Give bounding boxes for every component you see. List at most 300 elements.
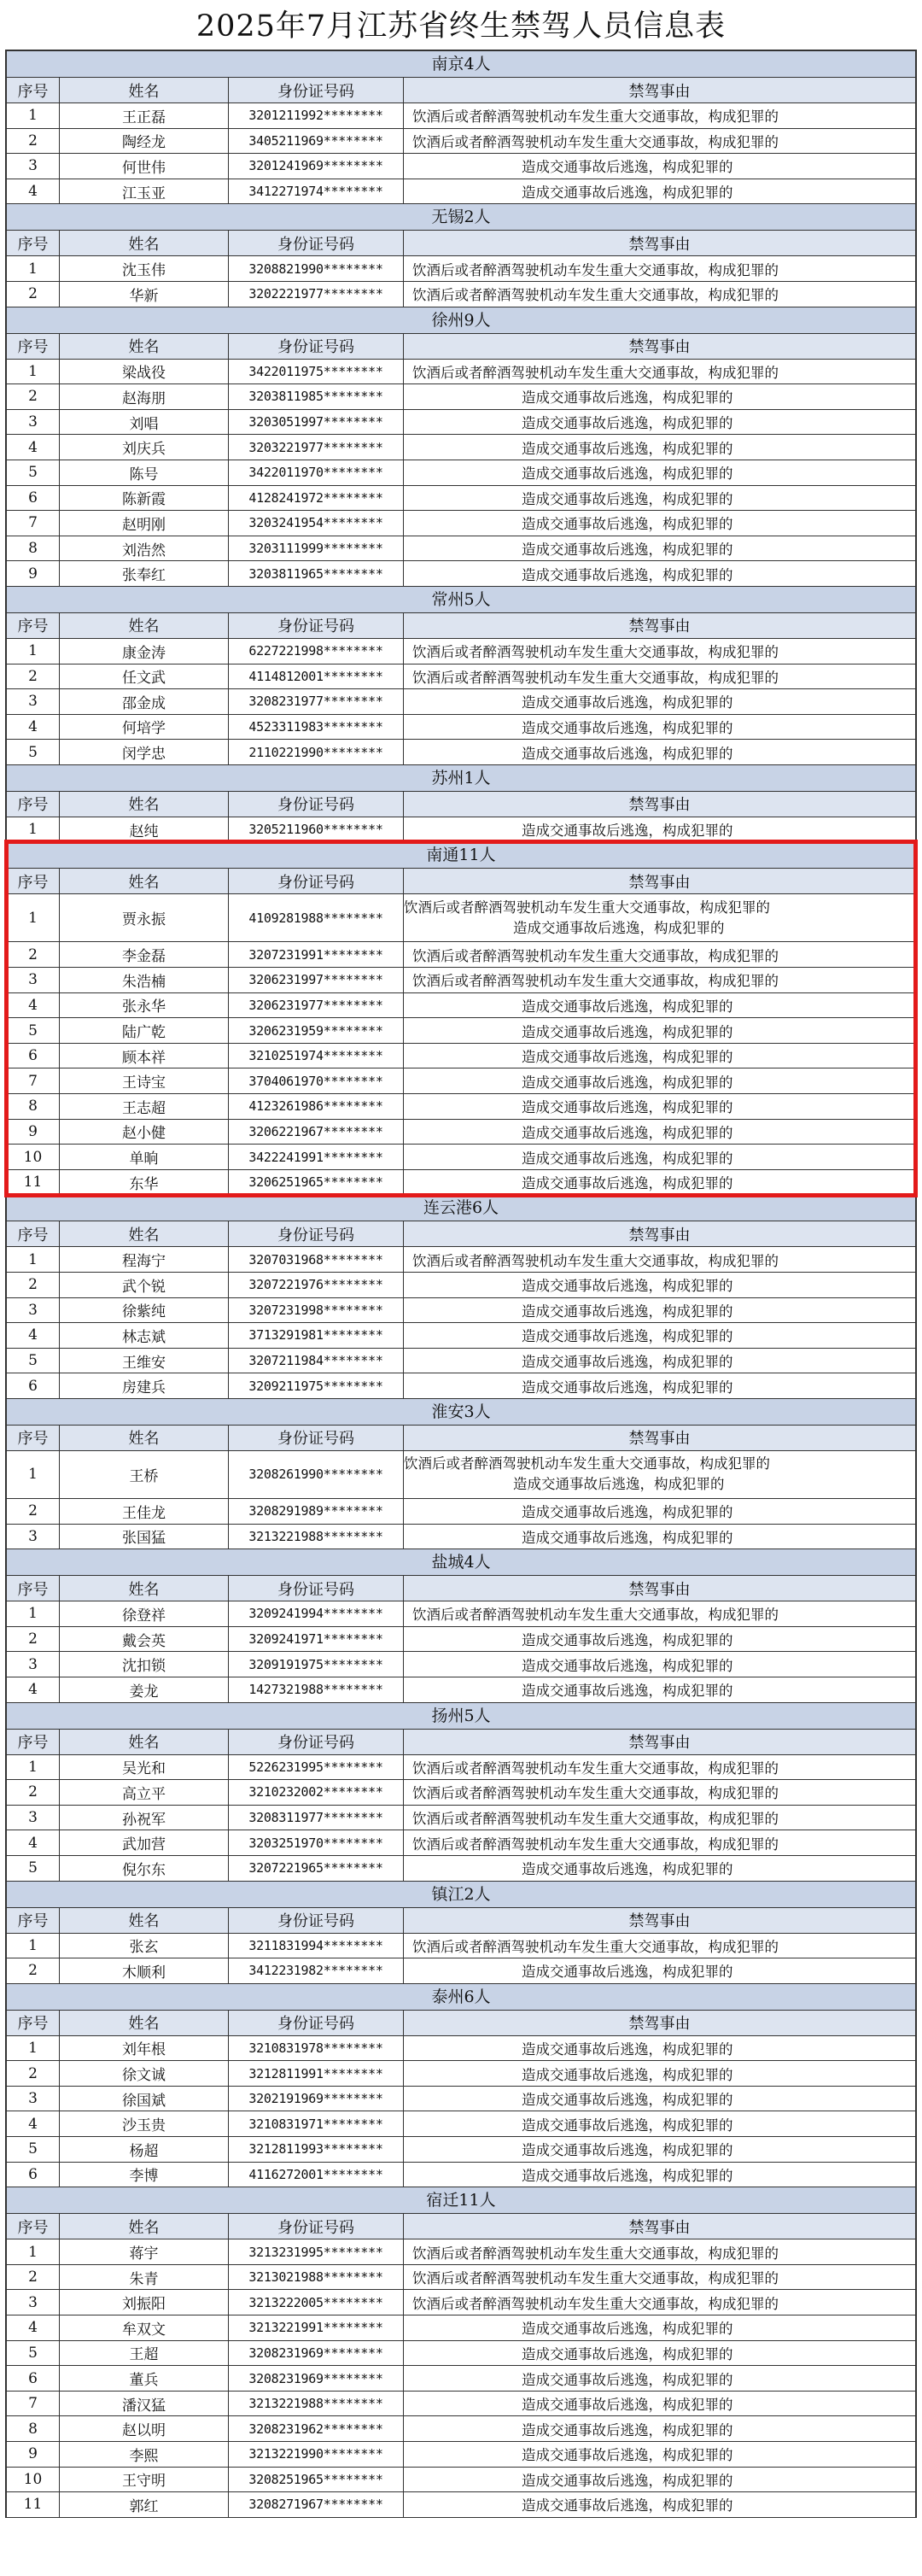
- header-no: 序号: [7, 1221, 60, 1246]
- person-name: 赵明刚: [60, 511, 229, 536]
- city-heading: 宿迁11人: [7, 2187, 915, 2214]
- row-number: 1: [7, 103, 60, 128]
- ban-reason: 造成交通事故后逃逸，构成犯罪的: [522, 2116, 733, 2134]
- row-number: 2: [7, 129, 60, 154]
- header-id: 身份证号码: [229, 334, 404, 359]
- ban-reason: 造成交通事故后逃逸，构成犯罪的: [522, 2421, 733, 2438]
- id-number: 3412271974********: [229, 179, 404, 204]
- table-row: [7, 435, 915, 460]
- person-name: 武加营: [60, 1830, 229, 1855]
- person-name: 东华: [60, 1170, 229, 1195]
- table-row: [7, 282, 915, 307]
- table-row: [7, 2492, 915, 2518]
- person-name: 沈扣锁: [60, 1652, 229, 1677]
- table-row: [7, 1958, 915, 1984]
- row-number: 1: [7, 1247, 60, 1272]
- city-section: [7, 1195, 915, 1399]
- row-number: 1: [7, 1601, 60, 1626]
- id-number: 4114812001********: [229, 664, 404, 689]
- header-reason: 禁驾事由: [628, 618, 691, 636]
- row-number: 2: [7, 1958, 60, 1983]
- person-name: 贾永振: [60, 894, 229, 941]
- person-name: 倪尔东: [60, 1856, 229, 1881]
- id-number: 3422011970********: [229, 460, 404, 485]
- person-name: 邵金成: [60, 689, 229, 714]
- id-number: 3207211984********: [229, 1349, 404, 1373]
- header-reason: 禁驾事由: [628, 1734, 691, 1753]
- table-row: [7, 2087, 915, 2112]
- header-id: 身份证号码: [229, 1576, 404, 1601]
- row-number: 7: [7, 511, 60, 536]
- ban-reason: 饮酒后或者醉酒驾驶机动车发生重大交通事故，构成犯罪的: [412, 2270, 779, 2287]
- header-name: 姓名: [60, 1221, 229, 1246]
- id-number: 3208231969********: [229, 2366, 404, 2391]
- table-row: [7, 1806, 915, 1831]
- row-number: 4: [7, 2315, 60, 2340]
- ban-reason: 造成交通事故后逃逸，构成犯罪的: [522, 159, 733, 176]
- ban-reason: 造成交通事故后逃逸，构成犯罪的: [522, 415, 733, 432]
- table-row: [7, 1094, 915, 1120]
- ban-reason-line2: 造成交通事故后逃逸，构成犯罪的: [513, 1476, 725, 1493]
- person-name: 李博: [60, 2163, 229, 2187]
- table-row: [7, 460, 915, 486]
- ban-reason: 造成交通事故后逃逸，构成犯罪的: [522, 823, 733, 840]
- table-row: [7, 1677, 915, 1703]
- ban-reason: 饮酒后或者醉酒驾驶机动车发生重大交通事故，构成犯罪的: [412, 669, 779, 686]
- table-header-row: [7, 1221, 915, 1247]
- person-name: 刘庆兵: [60, 435, 229, 460]
- table-row: [7, 1120, 915, 1145]
- table-row: [7, 2239, 915, 2265]
- row-number: 5: [7, 1349, 60, 1373]
- ban-reason: 造成交通事故后逃逸，构成犯罪的: [522, 1074, 733, 1091]
- id-number: 3422011975********: [229, 360, 404, 384]
- ban-reason-line1: 饮酒后或者醉酒驾驶机动车发生重大交通事故，构成犯罪的: [404, 899, 770, 916]
- person-name: 朱青: [60, 2265, 229, 2290]
- ban-reason: 饮酒后或者醉酒驾驶机动车发生重大交通事故，构成犯罪的: [412, 261, 779, 278]
- row-number: 3: [7, 968, 60, 992]
- row-number: 1: [7, 894, 60, 941]
- ban-reason: 造成交通事故后逃逸，构成犯罪的: [522, 389, 733, 407]
- header-reason: 禁驾事由: [628, 235, 691, 254]
- person-name: 张奉红: [60, 561, 229, 586]
- ban-reason: 造成交通事故后逃逸，构成犯罪的: [522, 2040, 733, 2058]
- table-row: [7, 2290, 915, 2315]
- header-id: 身份证号码: [229, 78, 404, 102]
- table-header-row: [7, 231, 915, 256]
- row-number: 7: [7, 1068, 60, 1093]
- row-number: 2: [7, 1627, 60, 1652]
- city-heading: 苏州1人: [7, 765, 915, 792]
- id-number: 3208271967********: [229, 2492, 404, 2517]
- person-name: 郭红: [60, 2492, 229, 2517]
- id-number: 3208231962********: [229, 2416, 404, 2441]
- row-number: 1: [7, 639, 60, 664]
- person-name: 陈新霞: [60, 486, 229, 511]
- ban-reason: 造成交通事故后逃逸，构成犯罪的: [522, 1632, 733, 1649]
- ban-reason: 饮酒后或者醉酒驾驶机动车发生重大交通事故，构成犯罪的: [412, 2245, 779, 2262]
- table-header-row: [7, 1908, 915, 1934]
- person-name: 王正磊: [60, 103, 229, 128]
- person-name: 沙玉贵: [60, 2111, 229, 2136]
- row-number: 2: [7, 384, 60, 409]
- ban-reason: [404, 1451, 915, 1498]
- person-name: 华新: [60, 282, 229, 307]
- city-section: [7, 1399, 915, 1549]
- header-reason: 禁驾事由: [628, 2015, 691, 2034]
- ban-reason: 造成交通事故后逃逸，构成犯罪的: [522, 1683, 733, 1700]
- ban-reason: 造成交通事故后逃逸，构成犯罪的: [522, 2497, 733, 2515]
- person-name: 陈号: [60, 460, 229, 485]
- row-number: 3: [7, 689, 60, 714]
- table-row: [7, 968, 915, 993]
- table-row: [7, 894, 915, 942]
- table-row: [7, 1373, 915, 1399]
- ban-reason: 造成交通事故后逃逸，构成犯罪的: [522, 2472, 733, 2489]
- table-header-row: [7, 2011, 915, 2036]
- table-row: [7, 1068, 915, 1094]
- person-name: 武个锐: [60, 1273, 229, 1297]
- id-number: 3203811965********: [229, 561, 404, 586]
- ban-reason: 造成交通事故后逃逸，构成犯罪的: [522, 490, 733, 507]
- row-number: 9: [7, 2442, 60, 2467]
- ban-reason: 饮酒后或者醉酒驾驶机动车发生重大交通事故，构成犯罪的: [412, 2295, 779, 2312]
- person-name: 顾本祥: [60, 1044, 229, 1068]
- row-number: 2: [7, 942, 60, 967]
- row-number: 1: [7, 1755, 60, 1780]
- table-row: [7, 942, 915, 968]
- table-row: [7, 360, 915, 385]
- header-name: 姓名: [60, 613, 229, 638]
- row-number: 1: [7, 360, 60, 384]
- ban-reason: 饮酒后或者醉酒驾驶机动车发生重大交通事故，构成犯罪的: [412, 364, 779, 381]
- table-row: [7, 993, 915, 1019]
- header-name: 姓名: [60, 2011, 229, 2035]
- ban-reason: 饮酒后或者醉酒驾驶机动车发生重大交通事故，构成犯罪的: [412, 1252, 779, 1269]
- ban-reason: 饮酒后或者醉酒驾驶机动车发生重大交通事故，构成犯罪的: [412, 644, 779, 661]
- ban-reason: 造成交通事故后逃逸，构成犯罪的: [522, 2321, 733, 2338]
- row-number: 6: [7, 2163, 60, 2187]
- header-reason: 禁驾事由: [628, 873, 691, 892]
- header-name: 姓名: [60, 792, 229, 817]
- ban-reason: 造成交通事故后逃逸，构成犯罪的: [522, 1964, 733, 1981]
- id-number: 3422241991********: [229, 1145, 404, 1169]
- row-number: 10: [7, 2468, 60, 2492]
- table-row: [7, 2111, 915, 2137]
- id-number: 3207231998********: [229, 1298, 404, 1323]
- row-number: 4: [7, 179, 60, 204]
- header-reason: 禁驾事由: [628, 796, 691, 815]
- row-number: 10: [7, 1145, 60, 1169]
- table-row: [7, 1934, 915, 1959]
- ban-reason: 造成交通事故后逃逸，构成犯罪的: [522, 440, 733, 457]
- ban-reason: 造成交通事故后逃逸，构成犯罪的: [522, 184, 733, 202]
- table-row: [7, 1273, 915, 1298]
- city-heading: 泰州6人: [7, 1984, 915, 2011]
- id-number: 3203051997********: [229, 410, 404, 435]
- person-name: 孙祝军: [60, 1806, 229, 1830]
- person-name: 王维安: [60, 1349, 229, 1373]
- city-section: [7, 51, 915, 204]
- row-number: 6: [7, 1373, 60, 1398]
- person-name: 王守明: [60, 2468, 229, 2492]
- table-row: [7, 511, 915, 536]
- row-number: 6: [7, 1044, 60, 1068]
- city-heading: 盐城4人: [7, 1549, 915, 1576]
- table-row: [7, 1755, 915, 1781]
- ban-reason: 造成交通事故后逃逸，构成犯罪的: [522, 1303, 733, 1320]
- table-row: [7, 256, 915, 282]
- id-number: 3206221967********: [229, 1120, 404, 1145]
- row-number: 1: [7, 1934, 60, 1958]
- header-name: 姓名: [60, 1908, 229, 1933]
- row-number: 5: [7, 2341, 60, 2366]
- person-name: 高立平: [60, 1780, 229, 1805]
- ban-reason: 造成交通事故后逃逸，构成犯罪的: [522, 2092, 733, 2109]
- ban-reason: 造成交通事故后逃逸，构成犯罪的: [522, 542, 733, 559]
- row-number: 11: [7, 2492, 60, 2517]
- person-name: 赵纯: [60, 817, 229, 842]
- person-name: 沈玉伟: [60, 256, 229, 281]
- id-number: 3207031968********: [229, 1247, 404, 1272]
- ban-reason: 饮酒后或者醉酒驾驶机动车发生重大交通事故，构成犯罪的: [412, 133, 779, 150]
- table-row: [7, 486, 915, 512]
- id-number: 3203241954********: [229, 511, 404, 536]
- person-name: 杨超: [60, 2137, 229, 2162]
- header-no: 序号: [7, 2214, 60, 2239]
- table-row: [7, 2163, 915, 2188]
- row-number: 11: [7, 1170, 60, 1195]
- row-number: 3: [7, 154, 60, 179]
- city-heading: 常州5人: [7, 587, 915, 613]
- row-number: 4: [7, 435, 60, 460]
- id-number: 3213222005********: [229, 2290, 404, 2315]
- person-name: 潘汉猛: [60, 2392, 229, 2416]
- table-row: [7, 1298, 915, 1324]
- id-number: 5226231995********: [229, 1755, 404, 1780]
- ban-reason: 造成交通事故后逃逸，构成犯罪的: [522, 2397, 733, 2414]
- person-name: 陶经龙: [60, 129, 229, 154]
- table-header-row: [7, 613, 915, 639]
- city-section: [7, 842, 915, 1195]
- ban-reason: 造成交通事故后逃逸，构成犯罪的: [522, 1861, 733, 1878]
- table-row: [7, 1601, 915, 1627]
- person-name: 徐文诚: [60, 2061, 229, 2086]
- table-row: [7, 1145, 915, 1170]
- ban-reason: 造成交通事故后逃逸，构成犯罪的: [522, 2371, 733, 2388]
- row-number: 1: [7, 2239, 60, 2264]
- row-number: 1: [7, 2036, 60, 2061]
- city-section: [7, 587, 915, 765]
- ban-reason: 饮酒后或者醉酒驾驶机动车发生重大交通事故，构成犯罪的: [412, 1938, 779, 1955]
- ban-reason: 造成交通事故后逃逸，构成犯罪的: [522, 1099, 733, 1116]
- table-row: [7, 1830, 915, 1856]
- city-heading: 南京4人: [7, 51, 915, 78]
- table-row: [7, 154, 915, 179]
- row-number: 4: [7, 2111, 60, 2136]
- header-reason: 禁驾事由: [628, 1580, 691, 1599]
- id-number: 3203221977********: [229, 435, 404, 460]
- id-number: 3207221965********: [229, 1856, 404, 1881]
- row-number: 5: [7, 1018, 60, 1043]
- id-number: 3203251970********: [229, 1830, 404, 1855]
- header-name: 姓名: [60, 334, 229, 359]
- table-row: [7, 1170, 915, 1196]
- ban-reason: 造成交通事故后逃逸，构成犯罪的: [522, 745, 733, 762]
- id-number: 3201241969********: [229, 154, 404, 179]
- person-name: 王超: [60, 2341, 229, 2366]
- table-row: [7, 103, 915, 129]
- header-reason: 禁驾事由: [628, 1912, 691, 1930]
- ban-reason: 造成交通事故后逃逸，构成犯罪的: [522, 1328, 733, 1345]
- id-number: 3207221976********: [229, 1273, 404, 1297]
- id-number: 3202191969********: [229, 2087, 404, 2111]
- table-row: [7, 384, 915, 410]
- id-number: 3209241971********: [229, 1627, 404, 1652]
- table-row: [7, 179, 915, 205]
- header-id: 身份证号码: [229, 2011, 404, 2035]
- person-name: 赵小健: [60, 1120, 229, 1145]
- person-name: 徐国斌: [60, 2087, 229, 2111]
- person-name: 赵海朋: [60, 384, 229, 409]
- person-name: 闵学忠: [60, 740, 229, 764]
- table-row: [7, 1451, 915, 1499]
- row-number: 3: [7, 1652, 60, 1677]
- person-name: 李金磊: [60, 942, 229, 967]
- person-name: 程海宁: [60, 1247, 229, 1272]
- table-row: [7, 1349, 915, 1374]
- person-name: 单晌: [60, 1145, 229, 1169]
- person-name: 赵以明: [60, 2416, 229, 2441]
- id-number: 3212811991********: [229, 2061, 404, 2086]
- id-number: 3210831978********: [229, 2036, 404, 2061]
- ban-reason: 饮酒后或者醉酒驾驶机动车发生重大交通事故，构成犯罪的: [412, 108, 779, 126]
- table-header-row: [7, 869, 915, 894]
- header-reason: 禁驾事由: [628, 2218, 691, 2237]
- id-number: 3205211960********: [229, 817, 404, 842]
- ban-reason: 造成交通事故后逃逸，构成犯罪的: [522, 2447, 733, 2464]
- ban-reason: 造成交通事故后逃逸，构成犯罪的: [522, 1023, 733, 1040]
- header-no: 序号: [7, 1908, 60, 1933]
- ban-reason: [404, 894, 915, 941]
- table-header-row: [7, 2214, 915, 2239]
- header-no: 序号: [7, 1576, 60, 1601]
- header-name: 姓名: [60, 78, 229, 102]
- header-no: 序号: [7, 78, 60, 102]
- ban-reason: 饮酒后或者醉酒驾驶机动车发生重大交通事故，构成犯罪的: [412, 947, 779, 964]
- table-row: [7, 715, 915, 741]
- id-number: 1427321988********: [229, 1677, 404, 1702]
- person-name: 江玉亚: [60, 179, 229, 204]
- header-no: 序号: [7, 231, 60, 255]
- header-name: 姓名: [60, 231, 229, 255]
- person-name: 刘年根: [60, 2036, 229, 2061]
- id-number: 3206251965********: [229, 1170, 404, 1195]
- table-row: [7, 2366, 915, 2392]
- row-number: 8: [7, 2416, 60, 2441]
- person-name: 董兵: [60, 2366, 229, 2391]
- table-row: [7, 2036, 915, 2062]
- person-name: 蒋宇: [60, 2239, 229, 2264]
- id-number: 4116272001********: [229, 2163, 404, 2187]
- person-name: 徐紫纯: [60, 1298, 229, 1323]
- table-row: [7, 129, 915, 155]
- header-no: 序号: [7, 2011, 60, 2035]
- ban-reason: 饮酒后或者醉酒驾驶机动车发生重大交通事故，构成犯罪的: [412, 1607, 779, 1624]
- row-number: 6: [7, 2366, 60, 2391]
- person-name: 王桥: [60, 1451, 229, 1498]
- ban-reason: 造成交通事故后逃逸，构成犯罪的: [522, 465, 733, 483]
- row-number: 2: [7, 1273, 60, 1297]
- row-number: 1: [7, 1451, 60, 1498]
- city-heading: 镇江2人: [7, 1882, 915, 1908]
- table-row: [7, 1525, 915, 1550]
- person-name: 李熙: [60, 2442, 229, 2467]
- id-number: 3213221988********: [229, 2392, 404, 2416]
- id-number: 3208291989********: [229, 1499, 404, 1524]
- header-no: 序号: [7, 792, 60, 817]
- city-heading: 南通11人: [7, 842, 915, 869]
- row-number: 3: [7, 1298, 60, 1323]
- row-number: 5: [7, 1856, 60, 1881]
- id-number: 3206231997********: [229, 968, 404, 992]
- ban-reason: 造成交通事故后逃逸，构成犯罪的: [522, 516, 733, 533]
- header-reason: 禁驾事由: [628, 1430, 691, 1449]
- header-reason: 禁驾事由: [628, 82, 691, 101]
- table-row: [7, 639, 915, 664]
- person-name: 朱浩楠: [60, 968, 229, 992]
- id-number: 3210232002********: [229, 1780, 404, 1805]
- id-number: 3211831994********: [229, 1934, 404, 1958]
- table-row: [7, 2442, 915, 2468]
- table-row: [7, 561, 915, 587]
- table-row: [7, 2315, 915, 2341]
- city-section: [7, 765, 915, 843]
- row-number: 2: [7, 2061, 60, 2086]
- header-name: 姓名: [60, 2214, 229, 2239]
- id-number: 3207231991********: [229, 942, 404, 967]
- ban-reason: 造成交通事故后逃逸，构成犯罪的: [522, 998, 733, 1015]
- row-number: 5: [7, 740, 60, 764]
- id-number: 3713291981********: [229, 1323, 404, 1348]
- id-number: 4523311983********: [229, 715, 404, 740]
- id-number: 3210831971********: [229, 2111, 404, 2136]
- person-name: 王佳龙: [60, 1499, 229, 1524]
- id-number: 3213021988********: [229, 2265, 404, 2290]
- row-number: 7: [7, 2392, 60, 2416]
- table-row: [7, 689, 915, 715]
- row-number: 4: [7, 1830, 60, 1855]
- ban-reason: 造成交通事故后逃逸，构成犯罪的: [522, 1124, 733, 1141]
- table-row: [7, 1856, 915, 1882]
- id-number: 6227221998********: [229, 639, 404, 664]
- table-row: [7, 1323, 915, 1349]
- id-number: 3208231969********: [229, 2341, 404, 2366]
- person-name: 康金涛: [60, 639, 229, 664]
- id-number: 3206231959********: [229, 1018, 404, 1043]
- id-number: 3212811993********: [229, 2137, 404, 2162]
- ban-reason: 造成交通事故后逃逸，构成犯罪的: [522, 1529, 733, 1546]
- row-number: 2: [7, 282, 60, 307]
- person-name: 牟双文: [60, 2315, 229, 2340]
- ban-reason: 造成交通事故后逃逸，构成犯罪的: [522, 2167, 733, 2184]
- city-heading: 徐州9人: [7, 307, 915, 334]
- person-name: 何世伟: [60, 154, 229, 179]
- row-number: 5: [7, 460, 60, 485]
- row-number: 8: [7, 536, 60, 561]
- table-row: [7, 1652, 915, 1677]
- ban-reason: 造成交通事故后逃逸，构成犯罪的: [522, 2345, 733, 2362]
